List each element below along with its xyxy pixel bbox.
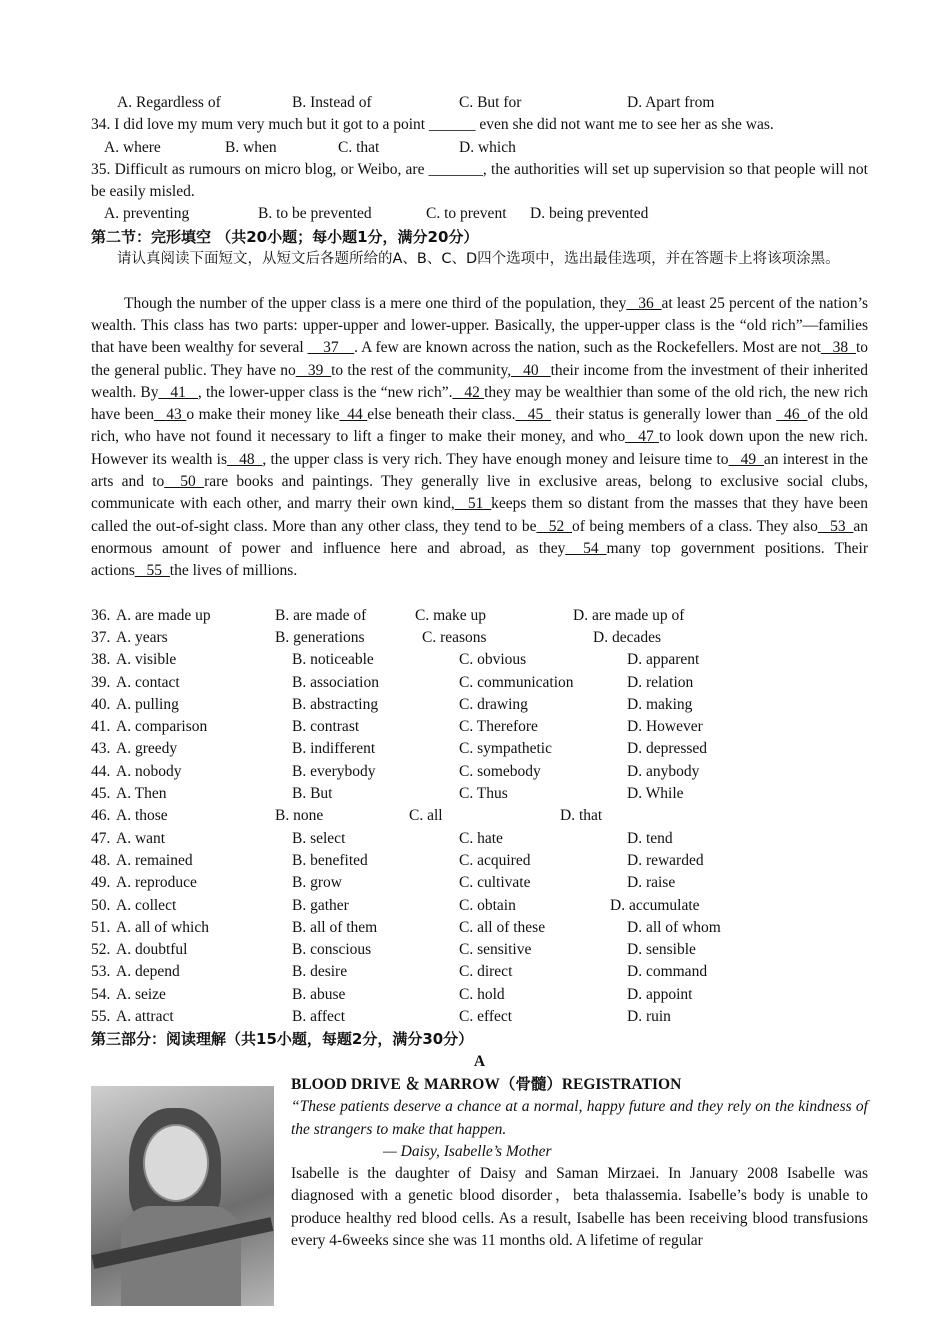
article-title: BLOOD DRIVE ＆ MARROW（骨髓）REGISTRATION xyxy=(291,1076,682,1093)
question-number: 37. xyxy=(91,628,111,646)
passage-text: of the old rich, who have not found it necessary to lift a finger to make their money, and who xyxy=(91,406,869,446)
passage-text: their income from the investment of their inherited wealth. By xyxy=(91,361,868,401)
option-c[interactable]: C. cultivate xyxy=(459,874,531,892)
option-c[interactable]: C. somebody xyxy=(459,762,541,780)
question-row xyxy=(91,828,868,850)
question-number: 46. xyxy=(91,807,111,825)
option-c[interactable]: C. all of these xyxy=(459,918,546,936)
question-row xyxy=(91,627,868,649)
blank-51[interactable]: _ 51_ xyxy=(454,495,492,513)
question-row xyxy=(91,738,868,760)
q34-option-a[interactable]: A. where xyxy=(104,138,161,156)
q34-stem: 34. I did love my mum very much but it got to a point ______ even she did not want me to see her as she was. xyxy=(91,116,774,134)
option-a[interactable]: A. comparison xyxy=(116,718,208,736)
option-d[interactable]: D. raise xyxy=(627,874,676,892)
question-number: 44. xyxy=(91,762,111,780)
q33-option-d[interactable]: D. Apart from xyxy=(627,94,715,111)
question-number: 45. xyxy=(91,785,111,803)
option-c[interactable]: C. obtain xyxy=(459,896,516,914)
blank-37[interactable]: __37__ xyxy=(307,339,355,357)
option-b[interactable]: B. affect xyxy=(292,1008,346,1026)
option-c[interactable]: C. reasons xyxy=(422,628,487,646)
option-d[interactable]: D. command xyxy=(627,963,708,981)
question-number: 40. xyxy=(91,695,111,713)
section3-heading: 第三部分：阅读理解（共15小题，每题2分，满分30分） xyxy=(91,1030,474,1049)
option-a[interactable]: A. all of which xyxy=(116,918,209,936)
question-number: 53. xyxy=(91,963,111,981)
passage-text: at least 25 percent of the nation’s wealth. This class has two parts: upper-upper and lower-upper. Basically, the upper-upper class is the “old rich”—families that have been wealthy for several xyxy=(91,294,868,357)
question-row xyxy=(91,761,868,783)
article-column xyxy=(291,1074,868,1252)
option-b[interactable]: B. contrast xyxy=(292,718,360,736)
option-b[interactable]: B. But xyxy=(292,785,333,803)
question-row xyxy=(91,805,868,827)
option-c[interactable]: C. hold xyxy=(459,985,505,1003)
option-d[interactable]: D. tend xyxy=(627,829,673,847)
passage-text: to look down upon the new rich. However its wealth is xyxy=(91,428,868,468)
option-d[interactable]: D. relation xyxy=(627,673,694,691)
option-b[interactable]: B. benefited xyxy=(292,851,368,869)
option-b[interactable]: B. everybody xyxy=(292,762,376,780)
question-row xyxy=(91,672,868,694)
question-number: 38. xyxy=(91,651,111,669)
question-number: 50. xyxy=(91,896,111,914)
option-c[interactable]: C. sensitive xyxy=(459,941,532,959)
passage-text: of being members of a class. They also xyxy=(571,517,818,535)
option-a[interactable]: A. depend xyxy=(116,963,180,981)
passage-text: their status is generally lower than xyxy=(551,406,777,424)
option-a[interactable]: A. nobody xyxy=(116,762,182,780)
blank-55[interactable]: _ 55_ xyxy=(134,562,170,580)
option-c[interactable]: C. make up xyxy=(415,606,487,624)
q33-option-c[interactable]: C. But for xyxy=(459,94,522,111)
option-b[interactable]: B. association xyxy=(292,673,379,691)
passage-text: Though the number of the upper class is a mere one third of the population, they xyxy=(124,294,627,312)
question-number: 52. xyxy=(91,941,111,959)
passage-text: to the general public. They have no xyxy=(91,339,868,379)
option-d[interactable]: D. ruin xyxy=(627,1008,671,1026)
blank-43[interactable]: _ 43 xyxy=(154,406,187,424)
option-b[interactable]: B. abuse xyxy=(292,985,346,1003)
option-d[interactable]: D. all of whom xyxy=(627,918,721,936)
q34-option-c[interactable]: C. that xyxy=(338,138,380,156)
option-d[interactable]: D. decades xyxy=(593,628,661,646)
option-d[interactable]: D. anybody xyxy=(627,762,700,780)
option-a[interactable]: A. want xyxy=(116,829,166,847)
question-row xyxy=(91,850,868,872)
option-a[interactable]: A. are made up xyxy=(116,606,211,624)
option-d[interactable]: D. rewarded xyxy=(627,851,704,869)
option-a[interactable]: A. years xyxy=(116,628,168,646)
question-list xyxy=(91,605,868,1029)
option-b[interactable]: B. abstracting xyxy=(292,695,379,713)
option-c[interactable]: C. effect xyxy=(459,1008,513,1026)
option-d[interactable]: D. appoint xyxy=(627,985,693,1003)
option-b[interactable]: B. all of them xyxy=(292,918,378,936)
option-c[interactable]: C. drawing xyxy=(459,695,528,713)
option-d[interactable]: D. While xyxy=(627,785,684,803)
passage-text: , the lower-upper class is the “new rich”. xyxy=(197,383,453,401)
option-b[interactable]: B. conscious xyxy=(292,941,372,959)
q34-option-b[interactable]: B. when xyxy=(225,138,277,156)
option-d[interactable]: D. making xyxy=(627,695,693,713)
option-c[interactable]: C. acquired xyxy=(459,851,531,869)
option-a[interactable]: A. collect xyxy=(116,896,177,914)
question-number: 51. xyxy=(91,918,111,936)
option-b[interactable]: B. indifferent xyxy=(292,740,376,758)
option-c[interactable]: C. communication xyxy=(459,673,574,691)
blank-45[interactable]: _ 45_ xyxy=(515,406,552,424)
option-b[interactable]: B. select xyxy=(292,829,346,847)
q34-options xyxy=(91,137,868,159)
q35-option-c[interactable]: C. to prevent xyxy=(426,205,507,223)
option-a[interactable]: A. visible xyxy=(116,651,177,669)
option-c[interactable]: C. sympathetic xyxy=(459,740,552,758)
part-letter: A xyxy=(473,1052,486,1070)
q35-option-b[interactable]: B. to be prevented xyxy=(258,205,372,223)
blank-39[interactable]: _ 39_ xyxy=(295,361,332,379)
blank-46[interactable]: _46_ xyxy=(776,406,808,424)
question-number: 47. xyxy=(91,829,111,847)
blank-40[interactable]: _ 40 _ xyxy=(511,361,551,379)
passage-text: many top government positions. Their actions xyxy=(91,539,869,580)
face-shape xyxy=(143,1124,209,1202)
girl-photo xyxy=(91,1086,274,1306)
blank-49[interactable]: _ 49_ xyxy=(728,450,764,468)
option-c[interactable]: C. hate xyxy=(459,829,503,847)
q35-option-d[interactable]: D. being prevented xyxy=(530,205,649,223)
passage-text: to the rest of the community, xyxy=(331,361,512,379)
section2-instruction: 请认真阅读下面短文，从短文后各题所给的A、B、C、D四个选项中，选出最佳选项，并在答题卡上将该项涂黑。 xyxy=(117,251,840,268)
option-a[interactable]: A. Then xyxy=(116,785,167,803)
q34-option-d[interactable]: D. which xyxy=(459,138,516,156)
blank-41[interactable]: _ 41 _ xyxy=(158,383,198,401)
question-number: 36. xyxy=(91,606,111,624)
passage-text: an enormous amount of power and influence here and abroad, as they xyxy=(91,517,868,557)
option-c[interactable]: C. all xyxy=(409,807,443,825)
option-d[interactable]: D. accumulate xyxy=(610,896,700,914)
option-a[interactable]: A. contact xyxy=(116,673,180,691)
question-row xyxy=(91,872,868,894)
option-a[interactable]: A. doubtful xyxy=(116,941,188,959)
passage-text: else beneath their class. xyxy=(367,406,516,424)
option-a[interactable]: A. remained xyxy=(116,851,193,869)
passage-text: . A few are known across the nation, such as the Rockefellers. Most are not xyxy=(354,339,821,357)
passage-text: an interest in the arts and to xyxy=(91,450,869,491)
question-row xyxy=(91,783,868,805)
option-c[interactable]: C. obvious xyxy=(459,651,527,669)
question-row xyxy=(91,895,868,917)
option-b[interactable]: B. are made of xyxy=(275,606,367,624)
question-row xyxy=(91,694,868,716)
option-b[interactable]: B. generations xyxy=(275,628,365,646)
option-d[interactable]: D. apparent xyxy=(627,651,700,669)
question-row xyxy=(91,605,868,627)
option-a[interactable]: A. pulling xyxy=(116,695,179,713)
q33-option-a[interactable]: A. Regardless of xyxy=(117,94,221,111)
q33-option-b[interactable]: B. Instead of xyxy=(292,94,372,111)
option-a[interactable]: A. attract xyxy=(116,1008,174,1026)
blank-48[interactable]: _ 48_ xyxy=(227,450,263,468)
blank-54[interactable]: _ 54_ xyxy=(565,539,607,557)
option-b[interactable]: B. gather xyxy=(292,896,349,914)
question-row xyxy=(91,917,868,939)
option-c[interactable]: C. Therefore xyxy=(459,718,538,736)
option-d[interactable]: D. are made up of xyxy=(573,606,685,624)
passage-text: they may be wealthier than some of the old rich, the new rich have been xyxy=(91,383,868,424)
question-number: 48. xyxy=(91,851,111,869)
option-c[interactable]: C. Thus xyxy=(459,785,508,803)
q33-options xyxy=(91,92,868,114)
option-b[interactable]: B. grow xyxy=(292,874,342,892)
article-quote: “These patients deserve a chance at a normal, happy future and they rely on the kindness of the strangers to make that happen. xyxy=(291,1098,868,1138)
passage-text: the lives of millions. xyxy=(169,562,298,580)
option-a[interactable]: A. those xyxy=(116,807,168,825)
exam-page xyxy=(91,92,868,1073)
option-d[interactable]: D. depressed xyxy=(627,740,708,758)
question-row xyxy=(91,716,868,738)
option-c[interactable]: C. direct xyxy=(459,963,513,981)
option-d[interactable]: D. that xyxy=(560,807,603,825)
option-a[interactable]: A. seize xyxy=(116,985,166,1003)
passage-text: rare books and paintings. They generally live in exclusive areas, belong to exclusive social clubs, communicate with each other, and marry their own kind, xyxy=(91,473,868,513)
cloze-passage xyxy=(91,293,868,605)
blank-36[interactable]: _ 36_ xyxy=(626,294,662,312)
question-row xyxy=(91,939,868,961)
blank-53[interactable]: _ 53_ xyxy=(817,517,854,535)
option-d[interactable]: D. sensible xyxy=(627,941,696,959)
blank-44[interactable]: _44 xyxy=(339,406,368,424)
question-number: 39. xyxy=(91,673,111,691)
article-body: Isabelle is the daughter of Daisy and Saman Mirzaei. In January 2008 Isabelle was diagnosed with a genetic blood disorder，beta thalassemia. Isabelle’s body is unable to produce healthy red blood cells. As a result, Isabelle has been receiving blood transfusions every 4-6weeks since she was 11 months old. A lifetime of regular xyxy=(291,1165,868,1250)
question-number: 54. xyxy=(91,985,111,1003)
option-b[interactable]: B. none xyxy=(275,807,324,825)
question-number: 41. xyxy=(91,718,111,736)
blank-42[interactable]: _ 42 xyxy=(452,383,485,401)
question-number: 55. xyxy=(91,1008,111,1026)
quote-attribution: — Daisy, Isabelle’s Mother xyxy=(383,1142,552,1160)
question-row xyxy=(91,649,868,671)
passage-text: o make their money like xyxy=(186,406,340,424)
q35-stem: 35. Difficult as rumours on micro blog, or Weibo, are _______, the authorities will set up supervision so that people will not be easily misled. xyxy=(91,160,868,201)
option-a[interactable]: A. reproduce xyxy=(116,874,197,892)
question-number: 43. xyxy=(91,740,111,758)
option-a[interactable]: A. greedy xyxy=(116,740,178,758)
blank-47[interactable]: _ 47 xyxy=(625,428,659,446)
option-d[interactable]: D. However xyxy=(627,718,703,736)
blank-38[interactable]: _ 38_ xyxy=(820,339,856,357)
blank-50[interactable]: _ 50 xyxy=(164,473,205,491)
section2-heading: 第二节：完形填空 （共20小题；每小题1分，满分20分） xyxy=(91,227,479,246)
question-row xyxy=(91,1006,868,1028)
option-b[interactable]: B. noticeable xyxy=(292,651,374,669)
blank-52[interactable]: _ 52_ xyxy=(536,517,572,535)
passage-text: keeps them so distant from the masses that they have been called the out-of-sight class. More than any other class, they tend to be xyxy=(91,495,868,535)
q35-options xyxy=(91,203,868,225)
passage-text: , the upper class is very rich. They have enough money and leisure time to xyxy=(262,450,729,468)
question-row xyxy=(91,984,868,1006)
question-number: 49. xyxy=(91,874,111,892)
question-row xyxy=(91,961,868,983)
option-b[interactable]: B. desire xyxy=(292,963,348,981)
q35-option-a[interactable]: A. preventing xyxy=(104,205,190,223)
